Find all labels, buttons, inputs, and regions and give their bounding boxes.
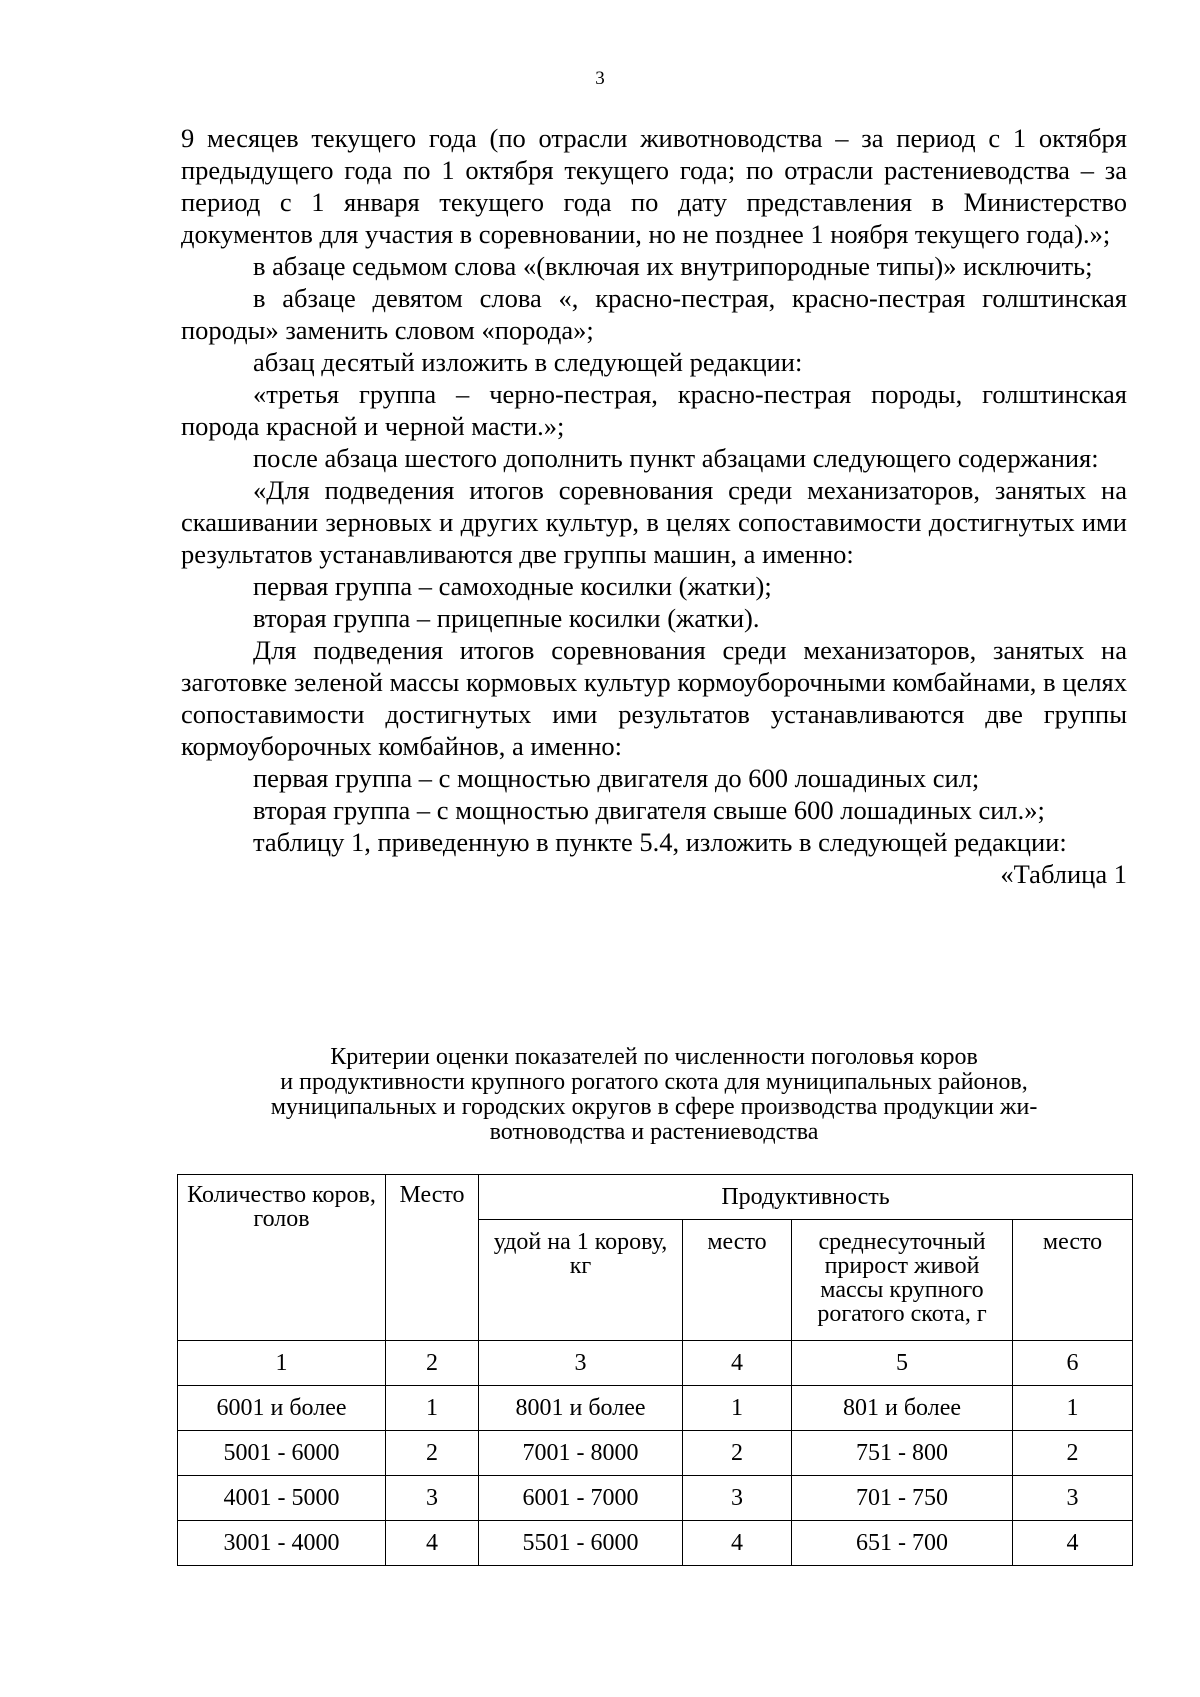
page-number: 3 — [595, 68, 605, 89]
table-cell: 751 - 800 — [792, 1431, 1013, 1476]
paragraph: «Для подведения итогов соревнования среди механизаторов, занятых на скашивании зерновых и других культур, в целях сопоставимости достигнутых ими результатов устанавливаются две группы машин, а именно: — [181, 475, 1127, 569]
paragraph: после абзаца шестого дополнить пункт абзацами следующего содержания: — [253, 443, 1099, 473]
table-cell: 6001 - 7000 — [479, 1476, 683, 1521]
table-cell: 2 — [386, 1431, 479, 1476]
table-cell: 3 — [1013, 1476, 1133, 1521]
table-cell: 4 — [1013, 1521, 1133, 1566]
column-number-row — [178, 1341, 1133, 1386]
table-cell: 1 — [386, 1386, 479, 1431]
table-cell: 7001 - 8000 — [479, 1431, 683, 1476]
table-title — [181, 1045, 1127, 1145]
paragraph: первая группа – с мощностью двигателя до 600 лошадиных сил; — [253, 763, 980, 793]
table-cell: 5001 - 6000 — [178, 1431, 386, 1476]
table-cell: 6001 и более — [178, 1386, 386, 1431]
table-title-line: вотноводства и растениеводства — [489, 1119, 819, 1145]
table-title-line: и продуктивности крупного рогатого скота для муниципальных районов, — [280, 1069, 1028, 1095]
column-number: 6 — [1013, 1341, 1133, 1386]
table-cell: 1 — [683, 1386, 792, 1431]
table-cell: 3 — [386, 1476, 479, 1521]
body-text — [181, 122, 1127, 890]
header-milk: удой на 1 корову, кг — [479, 1220, 683, 1341]
column-number: 3 — [479, 1341, 683, 1386]
header-productivity: Продуктивность — [479, 1175, 1133, 1220]
table-cell: 4 — [386, 1521, 479, 1566]
table-header-row — [178, 1175, 1133, 1220]
table-cell: 4 — [683, 1521, 792, 1566]
table-cell: 3 — [683, 1476, 792, 1521]
table-cell: 5501 - 6000 — [479, 1521, 683, 1566]
paragraph: вторая группа – прицепные косилки (жатки). — [253, 603, 760, 633]
header-gain: среднесуточный прирост живой массы крупного рогатого скота, г — [792, 1220, 1013, 1341]
table-row — [178, 1431, 1133, 1476]
criteria-table — [177, 1174, 1133, 1566]
table-cell: 2 — [1013, 1431, 1133, 1476]
table-cell: 4001 - 5000 — [178, 1476, 386, 1521]
table-row — [178, 1476, 1133, 1521]
paragraph: таблицу 1, приведенную в пункте 5.4, изложить в следующей редакции: — [253, 827, 1067, 857]
column-number: 5 — [792, 1341, 1013, 1386]
table-cell: 701 - 750 — [792, 1476, 1013, 1521]
table-title-line: муниципальных и городских округов в сфере производства продукции жи- — [270, 1094, 1038, 1120]
table-cell: 651 - 700 — [792, 1521, 1013, 1566]
paragraph: в абзаце девятом слова «, красно-пестрая, красно-пестрая голштинская породы» заменить словом «порода»; — [181, 283, 1127, 345]
paragraph: Для подведения итогов соревнования среди механизаторов, занятых на заготовке зеленой массы кормовых культур кормоуборочными комбайнами, в целях сопоставимости достигнутых ими результатов устанавливаются две группы кормоуборочных комбайнов, а именно: — [181, 635, 1127, 761]
header-place: Место — [386, 1175, 479, 1341]
table-row — [178, 1521, 1133, 1566]
header-milk-place: место — [683, 1220, 792, 1341]
table-cell: 2 — [683, 1431, 792, 1476]
table-label: «Таблица 1 — [1000, 859, 1127, 889]
table-cell: 801 и более — [792, 1386, 1013, 1431]
header-cows: Количество коров, голов — [178, 1175, 386, 1341]
paragraph: абзац десятый изложить в следующей редакции: — [253, 347, 803, 377]
column-number: 1 — [178, 1341, 386, 1386]
header-gain-place: место — [1013, 1220, 1133, 1341]
table-row — [178, 1386, 1133, 1431]
table-cell: 3001 - 4000 — [178, 1521, 386, 1566]
paragraph: «третья группа – черно-пестрая, красно-пестрая породы, голштинская порода красной и черной масти.»; — [181, 379, 1127, 441]
paragraph: первая группа – самоходные косилки (жатки); — [253, 571, 772, 601]
paragraph: вторая группа – с мощностью двигателя свыше 600 лошадиных сил.»; — [253, 795, 1045, 825]
table-cell: 8001 и более — [479, 1386, 683, 1431]
table-title-line: Критерии оценки показателей по численности поголовья коров — [330, 1044, 978, 1070]
column-number: 2 — [386, 1341, 479, 1386]
table-cell: 1 — [1013, 1386, 1133, 1431]
column-number: 4 — [683, 1341, 792, 1386]
paragraph: 9 месяцев текущего года (по отрасли животноводства – за период с 1 октября предыдущего года по 1 октября текущего года; по отрасли растениеводства – за период с 1 января текущего года по дату представления в Министерство документов для участия в соревновании, но не позднее 1 ноября текущего года).»; — [181, 123, 1127, 249]
paragraph: в абзаце седьмом слова «(включая их внутрипородные типы)» исключить; — [253, 251, 1093, 281]
